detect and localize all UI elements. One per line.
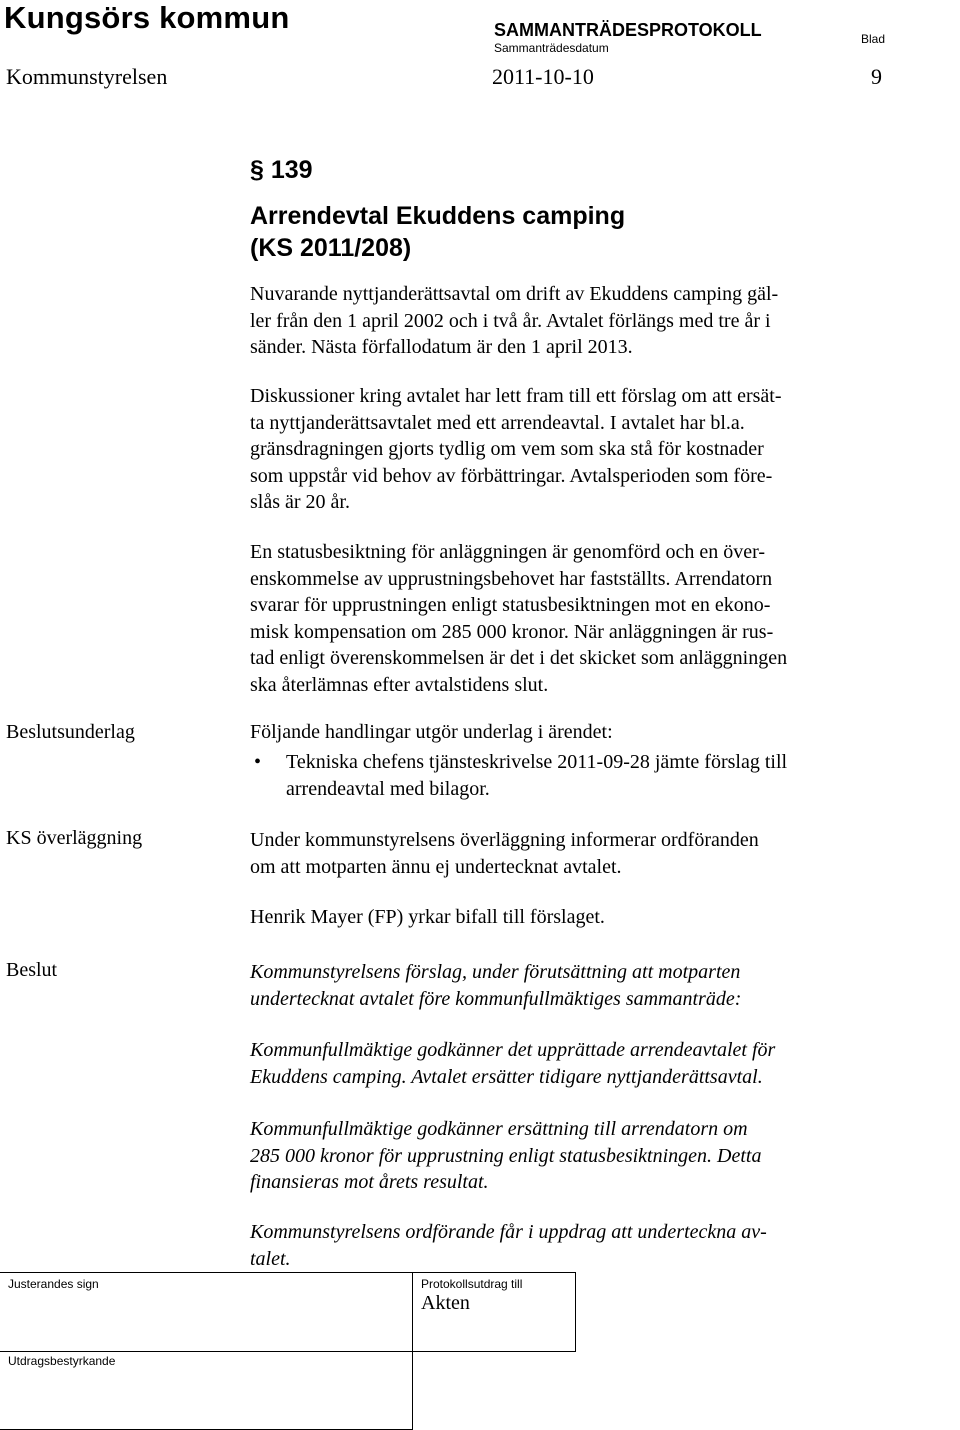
text-line: ta nyttjanderättsavtalet med ett arrendeavtal. I avtalet har bl.a. [250, 411, 745, 434]
text-line: Tekniska chefens tjänsteskrivelse 2011-09-28 jämte förslag till [286, 751, 788, 773]
text-line: ler från den 1 april 2002 och i två år. Avtalet förlängs med tre år i [250, 309, 771, 332]
text-line: Ekuddens camping. Avtalet ersätter tidigare nyttjanderättsavtal. [250, 1065, 763, 1088]
decision-intro [250, 959, 741, 1012]
bullet-icon: • [254, 751, 262, 773]
text-line: som uppstår vid behov av förbättringar. Avtalsperioden som före- [250, 464, 773, 487]
inspection-paragraph [250, 539, 870, 698]
discussion-paragraph [250, 383, 870, 516]
text-line: om att motparten ännu ej undertecknat avtalet. [250, 855, 622, 878]
text-line: Kommunstyrelsens förslag, under förutsättning att motparten [250, 961, 741, 983]
utdragsbestyrkande-label: Utdragsbestyrkande [8, 1354, 116, 1368]
page-label: Blad [861, 32, 886, 46]
text-line: Kommunfullmäktige godkänner det upprättade arrendeavtalet för [250, 1039, 776, 1061]
decision-item [250, 1037, 775, 1090]
paragraph-number: § 139 [250, 156, 313, 184]
text-line: Kommunfullmäktige godkänner ersättning till arrendatorn om [250, 1118, 748, 1140]
section-label-ks-overlaggning: KS överläggning [6, 827, 143, 849]
extract-recipient: Akten [421, 1292, 470, 1314]
text-line: 285 000 kronor för upprustning enligt statusbesiktningen. Detta [250, 1144, 762, 1167]
item-title [250, 200, 625, 264]
decision-item [250, 1116, 761, 1196]
text-line: Kommunstyrelsens ordförande får i uppdrag att underteckna av- [250, 1221, 767, 1243]
meeting-date-label: Sammanträdesdatum [494, 41, 609, 55]
protocol-title: SAMMANTRÄDESPROTOKOLL [494, 20, 762, 40]
item-title-line: (KS 2011/208) [250, 234, 412, 262]
documents-list [250, 749, 787, 802]
governing-body: Kommunstyrelsen [6, 64, 168, 89]
text-line: Under kommunstyrelsens överläggning informerar ordföranden [250, 829, 759, 851]
section-label-beslutsunderlag: Beslutsunderlag [6, 721, 135, 743]
text-line: arrendeavtal med bilagor. [286, 777, 490, 800]
text-line: talet. [250, 1247, 291, 1270]
text-line: ska återlämnas efter avtalstidens slut. [250, 673, 549, 696]
text-line: misk kompensation om 285 000 kronor. När anläggningen är rus- [250, 620, 774, 643]
page-number: 9 [871, 64, 882, 89]
text-line: Diskussioner kring avtalet har lett fram till ett förslag om att ersät- [250, 385, 782, 407]
section-label-beslut: Beslut [6, 959, 58, 981]
item-title-line: Arrendevtal Ekuddens camping [250, 202, 626, 230]
text-line: finansieras mot årets resultat. [250, 1171, 489, 1193]
text-line: gränsdragningen gjorts tydlig om vem som ska stå för kostnader [250, 438, 764, 460]
list-item [250, 749, 787, 802]
documents-intro: Följande handlingar utgör underlag i ärendet: [250, 721, 613, 743]
text-line: undertecknat avtalet före kommunfullmäktiges sammanträde: [250, 987, 742, 1010]
text-line: sänder. Nästa förfallodatum är den 1 april 2013. [250, 336, 633, 358]
justerandes-sign-label: Justerandes sign [8, 1277, 99, 1291]
text-line: tad enligt överenskommelsen är det i det skicket som anläggningen [250, 647, 788, 669]
protokollsutdrag-label: Protokollsutdrag till [421, 1277, 523, 1291]
motion-text: Henrik Mayer (FP) yrkar bifall till förslaget. [250, 906, 605, 928]
text-line: Nuvarande nyttjanderättsavtal om drift av Ekuddens camping gäl- [250, 283, 779, 305]
text-line: enskommelse av upprustningsbehovet har fastställts. Arrendatorn [250, 567, 773, 590]
decision-item [250, 1219, 767, 1272]
meeting-date: 2011-10-10 [492, 64, 594, 89]
text-line: En statusbesiktning för anläggningen är genomförd och en över- [250, 541, 766, 563]
text-line: slås är 20 år. [250, 491, 350, 513]
background-paragraph [250, 281, 870, 361]
text-line: svarar för upprustningen enligt statusbesiktningen mot en ekono- [250, 594, 771, 616]
ks-discussion-text [250, 827, 759, 880]
municipality-name: Kungsörs kommun [4, 0, 290, 35]
